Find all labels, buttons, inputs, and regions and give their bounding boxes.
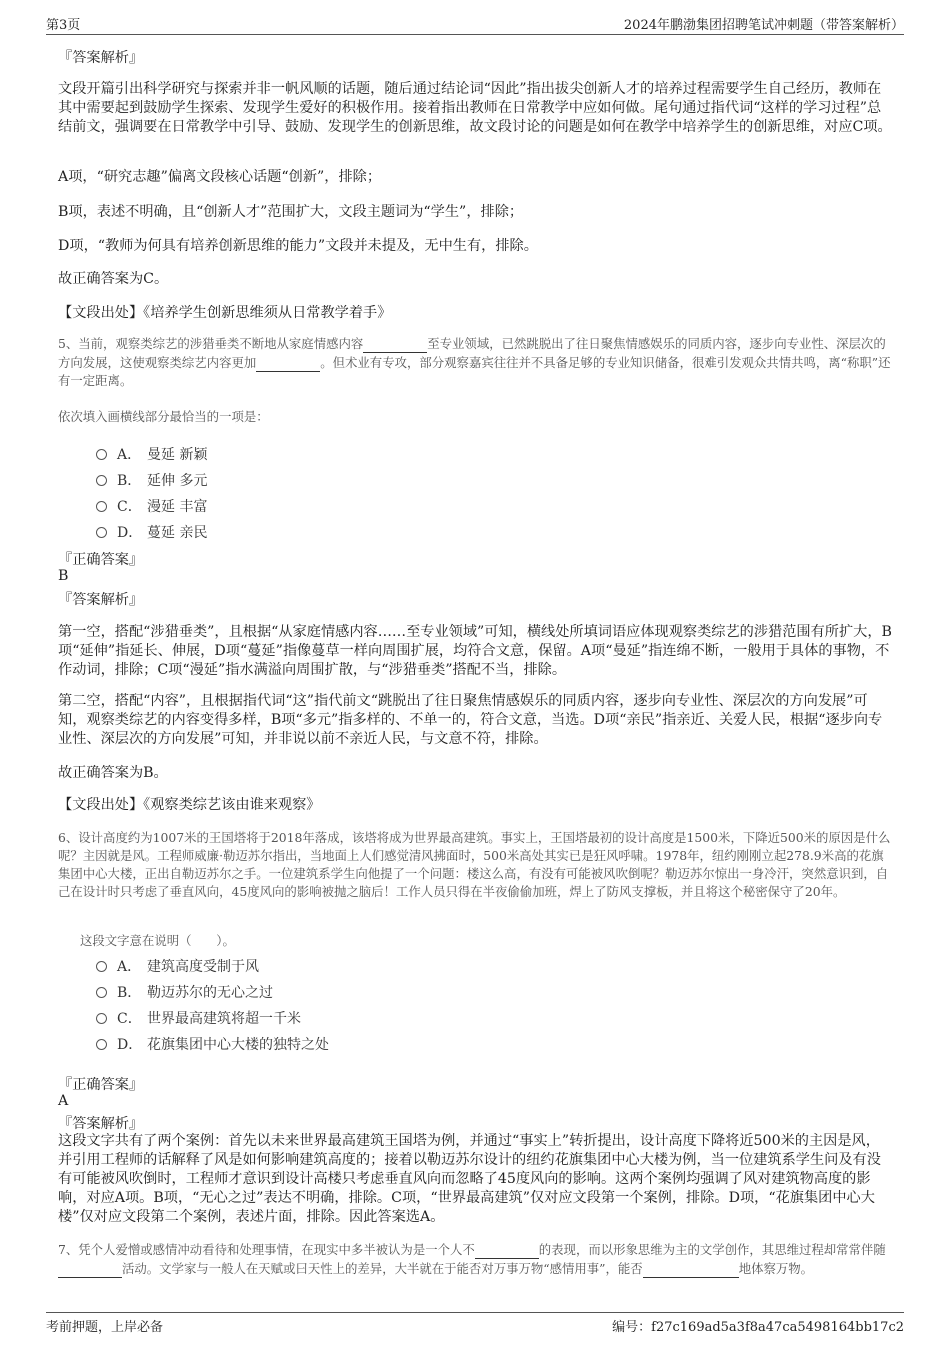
correct-answer: B: [58, 568, 69, 584]
document-title: 2024年鹏渤集团招聘笔试冲刺题（带答案解析）: [623, 18, 904, 33]
option-b[interactable]: B． 勒迈苏尔的无心之过: [96, 982, 273, 1002]
option-a[interactable]: A． 建筑高度受制于风: [96, 956, 259, 976]
analysis-label: 『答案解析』: [58, 1116, 144, 1132]
source-citation: 【文段出处】《观察类综艺该由谁来观察》: [58, 797, 321, 813]
source-citation: 【文段出处】《培养学生创新思维须从日常教学着手》: [58, 305, 392, 321]
analysis-label: 『答案解析』: [58, 50, 144, 66]
radio-icon[interactable]: [96, 475, 107, 486]
fill-blank[interactable]: [58, 1259, 122, 1278]
option-b[interactable]: B． 延伸 多元: [96, 470, 207, 490]
correct-answer-label: 『正确答案』: [58, 552, 144, 568]
radio-icon[interactable]: [96, 527, 107, 538]
question-stem: 6、设计高度约为1007米的王国塔将于2018年落成，该塔将成为世界最高建筑。事实上，王国塔最初的设计高度是1500米，下降近500米的原因是什么呢？主因就是风。工程师威廉·勒迈苏尔指出，当地面上人们感觉清风拂面时，500米高处其实已是狂风呼啸。1978年，纽约刚刚立起278.9米高的花旗集团中心大楼，正出自勒迈苏尔之手。一位建筑系学生向他提了一个问题：楼这么高，有没有可能被风吹倒呢？勒迈苏尔惊出一身冷汗，突然意识到，自己在设计时只考虑了垂直风向，45度风向的影响被抛之脑后！工作人员只得在半夜偷偷加班，焊上了防风支撑板，并且将这个秘密保守了20年。: [58, 830, 891, 899]
analysis-paragraph: B项，表述不明确，且“创新人才”范围扩大，文段主题词为“学生”，排除；: [58, 204, 524, 220]
footer-slogan: 考前押题，上岸必备: [46, 1320, 164, 1335]
document-id: 编号：f27c169ad5a3f8a47ca5498164bb17c2: [612, 1320, 904, 1335]
analysis-paragraph: 文段开篇引出科学研究与探索并非一帆风顺的话题，随后通过结论词“因此”指出拔尖创新人才的培养过程需要学生自己经历，教师在其中需要起到鼓励学生探索、发现学生爱好的积极作用。接着指出教师在日常教学中应如何做。尾句通过指代词“这样的学习过程”总结前文，强调要在日常教学中引导、鼓励、发现学生的创新思维，故文段讨论的问题是如何在教学中培养学生的创新思维，对应C项。: [58, 81, 892, 135]
option-c[interactable]: C． 漫延 丰富: [96, 496, 207, 516]
page-footer: [46, 1312, 904, 1333]
analysis-paragraph: 这段文字共有了两个案例：首先以未来世界最高建筑王国塔为例，并通过“事实上”转折提出，设计高度下降将近500米的主因是风，并引用工程师的话解释了风是如何影响建筑高度的；接着以勒迈苏尔设计的纽约花旗集团中心大楼为例，当一位建筑系学生问及有没有可能被风吹倒时，工程师才意识到设计高楼只考虑垂直风向而忽略了45度风向的影响。这两个案例均强调了风对建筑物高度的影响，对应A项。B项，“无心之过”表达不明确，排除。C项，“世界最高建筑”仅对应文段第一个案例，排除。D项，“花旗集团中心大楼”仅对应文段第二个案例，表述片面，排除。因此答案选A。: [58, 1133, 881, 1225]
radio-icon[interactable]: [96, 501, 107, 512]
page-number: 第3页: [46, 18, 81, 33]
page-header: [46, 12, 904, 35]
option-d[interactable]: D． 花旗集团中心大楼的独特之处: [96, 1034, 329, 1054]
radio-icon[interactable]: [96, 1013, 107, 1024]
answer-conclusion: 故正确答案为C。: [58, 271, 169, 287]
fill-blank[interactable]: [256, 353, 320, 372]
answer-conclusion: 故正确答案为B。: [58, 765, 168, 781]
radio-icon[interactable]: [96, 961, 107, 972]
analysis-paragraph: 第一空，搭配“涉猎垂类”，且根据“从家庭情感内容……至专业领域”可知，横线处所填词语应体现观察类综艺的涉猎范围有所扩大，B项“延伸”指延长、伸展，D项“蔓延”指像蔓草一样向周围扩展，均符合文意，保留。A项“曼延”指连绵不断，一般用于具体的事物，不作动词，排除；C项“漫延”指水满溢向周围扩散，与“涉猎垂类”搭配不当，排除。: [58, 624, 892, 678]
question-stem: 7、凭个人爱憎或感情冲动看待和处理事情，在现实中多半被认为是一个人不 的表现，而以形象思维为主的文学创作，其思维过程却常常伴随 活动。文学家与一般人在天赋或曰天性上的差异，大半就在于能否对万事万物“感情用事”，能否 地体察万物。: [58, 1242, 886, 1276]
analysis-paragraph: D项，“教师为何具有培养创新思维的能力”文段并未提及，无中生有，排除。: [58, 238, 538, 254]
analysis-paragraph: A项，“研究志趣”偏离文段核心话题“创新”，排除；: [58, 169, 382, 185]
option-d[interactable]: D． 蔓延 亲民: [96, 522, 207, 542]
question-prompt: 这段文字意在说明（ ）。: [80, 933, 235, 948]
radio-icon[interactable]: [96, 1039, 107, 1050]
analysis-label: 『答案解析』: [58, 592, 144, 608]
correct-answer: A: [58, 1093, 69, 1109]
option-a[interactable]: A． 曼延 新颖: [96, 444, 207, 464]
question-prompt: 依次填入画横线部分最恰当的一项是：: [58, 409, 269, 424]
question-stem: 5、当前，观察类综艺的涉猎垂类不断地从家庭情感内容 至专业领域，已然跳脱出了往日聚焦情感娱乐的同质内容，逐步向专业性、深层次的方向发展，这使观察类综艺内容更加 。但术业有专攻，部分观察嘉宾往往并不具备足够的专业知识储备，很难引发观众共情共鸣，离“称职”还有一定距离。: [58, 336, 891, 388]
correct-answer-label: 『正确答案』: [58, 1077, 144, 1093]
option-c[interactable]: C． 世界最高建筑将超一千米: [96, 1008, 301, 1028]
fill-blank[interactable]: [475, 1240, 539, 1259]
radio-icon[interactable]: [96, 987, 107, 998]
fill-blank[interactable]: [643, 1259, 739, 1278]
fill-blank[interactable]: [363, 334, 427, 353]
radio-icon[interactable]: [96, 449, 107, 460]
analysis-paragraph: 第二空，搭配“内容”，且根据指代词“这”指代前文“跳脱出了往日聚焦情感娱乐的同质内容，逐步向专业性、深层次的方向发展”可知，观察类综艺的内容变得多样，B项“多元”指多样的、不单一的，符合文意，当选。D项“亲民”指亲近、关爱人民，根据“逐步向专业性、深层次的方向发展”可知，并非说以前不亲近人民，与文意不符，排除。: [58, 693, 883, 747]
